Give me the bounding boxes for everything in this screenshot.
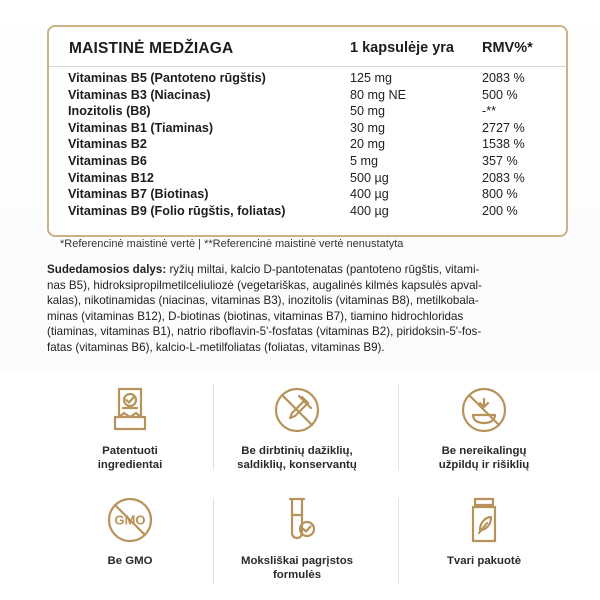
nutrient-name: Vitaminas B12	[68, 170, 154, 185]
reference-footnote: *Referencinė maistinė vertė | **Referencinė maistinė vertė nenustatyta	[60, 238, 404, 250]
nutrient-name: Inozitolis (B8)	[68, 104, 151, 119]
table-body	[49, 70, 566, 219]
nutrient-name: Vitaminas B2	[68, 137, 147, 152]
nutrient-amount: 500 µg	[350, 170, 389, 185]
nutrient-name: Vitaminas B9 (Folio rūgštis, foliatas)	[68, 203, 286, 218]
nutrient-rmv: 357 %	[482, 153, 518, 168]
feature-label: Moksliškai pagrįstos	[240, 555, 354, 567]
feature-label: Be dirbtinių dažiklių,	[241, 445, 353, 457]
no-gmo-icon	[105, 495, 155, 545]
ingredients-text	[47, 262, 562, 356]
ingredients-line: fatas (vitaminas B6), kalcio-L-metilfoliatas (foliatas, vitaminas B9).	[47, 340, 385, 354]
feature-label: užpildų ir rišiklių	[438, 459, 530, 471]
nutrient-amount: 5 mg	[350, 153, 378, 168]
feature-patented	[45, 385, 215, 472]
patent-certificate-icon	[105, 385, 155, 435]
table-row	[49, 170, 566, 187]
nutrient-amount: 30 mg	[350, 120, 386, 135]
table-row	[49, 87, 566, 104]
nutrient-name: Vitaminas B5 (Pantoteno rūgštis)	[68, 71, 266, 85]
feature-label: formulės	[272, 569, 322, 581]
feature-scientific	[212, 495, 382, 582]
nutrient-rmv: 2083 %	[482, 170, 525, 185]
feature-label: Be nereikalingų	[441, 445, 527, 457]
nutrient-rmv: -**	[482, 104, 496, 119]
feature-no-additives	[212, 385, 382, 472]
nutrient-amount: 20 mg	[350, 137, 386, 152]
ingredients-line: kalas), nikotinamidas (niacinas, vitaminas B3), inozitolis (vitaminas B8), metilkobala-	[47, 294, 479, 308]
nutrient-rmv: 200 %	[482, 203, 518, 218]
ingredients-line: (tiaminas, vitaminas B1), natrio riboflavin-5'-fosfatas (vitaminas B2), piridoksin-5'-fos-	[47, 325, 482, 339]
ingredients-label: Sudedamosios dalys:	[47, 263, 167, 276]
no-fillers-icon	[459, 385, 509, 435]
ingredients-line: minas (vitaminas B12), D-biotinas (biotinas, vitaminas B7), tiamino hidrochloridas	[47, 309, 464, 323]
feature-no-gmo	[45, 495, 215, 568]
feature-no-fillers	[399, 385, 569, 472]
feature-label: Patentuoti	[102, 445, 158, 457]
nutrient-amount: 400 µg	[350, 187, 389, 202]
ingredients-line: ryžių miltai, kalcio D-pantotenatas (pantoteno rūgštis, vitami-	[169, 263, 480, 276]
feature-label: ingredientai	[97, 459, 163, 471]
feature-label: Tvari pakuotė	[446, 555, 522, 567]
nutrient-name: Vitaminas B7 (Biotinas)	[68, 187, 209, 202]
table-row	[49, 70, 566, 87]
eco-jar-icon	[459, 495, 509, 545]
ingredients-line: nas B5), hidroksipropilmetilceliuliozė (vegetariškas, augalinės kilmės kapsulės apval-	[47, 278, 482, 292]
nutrient-rmv: 500 %	[482, 87, 518, 102]
feature-sustainable	[399, 495, 569, 568]
table-row	[49, 103, 566, 120]
no-dropper-icon	[272, 385, 322, 435]
table-row	[49, 153, 566, 170]
test-tube-check-icon	[272, 495, 322, 545]
nutrient-rmv: 1538 %	[482, 137, 525, 152]
table-row	[49, 120, 566, 137]
nutrition-table	[47, 25, 568, 237]
header-per-capsule: 1 kapsulėje yra	[350, 40, 454, 56]
header-rmv: RMV%*	[482, 40, 533, 56]
nutrient-amount: 50 mg	[350, 104, 386, 119]
nutrient-name: Vitaminas B6	[68, 153, 147, 168]
nutrient-rmv: 2083 %	[482, 71, 525, 85]
nutrient-amount: 400 µg	[350, 203, 389, 218]
header-nutrient: MAISTINĖ MEDŽIAGA	[69, 40, 234, 57]
nutrient-rmv: 2727 %	[482, 120, 525, 135]
nutrient-rmv: 800 %	[482, 187, 518, 202]
table-row	[49, 203, 566, 220]
nutrient-name: Vitaminas B1 (Tiaminas)	[68, 120, 214, 135]
nutrient-name: Vitaminas B3 (Niacinas)	[68, 87, 211, 102]
table-row	[49, 186, 566, 203]
nutrient-amount: 125 mg	[350, 71, 393, 85]
table-row	[49, 136, 566, 153]
gmo-badge-text: GMO	[114, 512, 146, 528]
feature-label: saldiklių, konservantų	[237, 459, 357, 471]
table-header	[49, 27, 566, 67]
nutrient-amount: 80 mg NE	[350, 87, 406, 102]
feature-label: Be GMO	[107, 555, 153, 567]
